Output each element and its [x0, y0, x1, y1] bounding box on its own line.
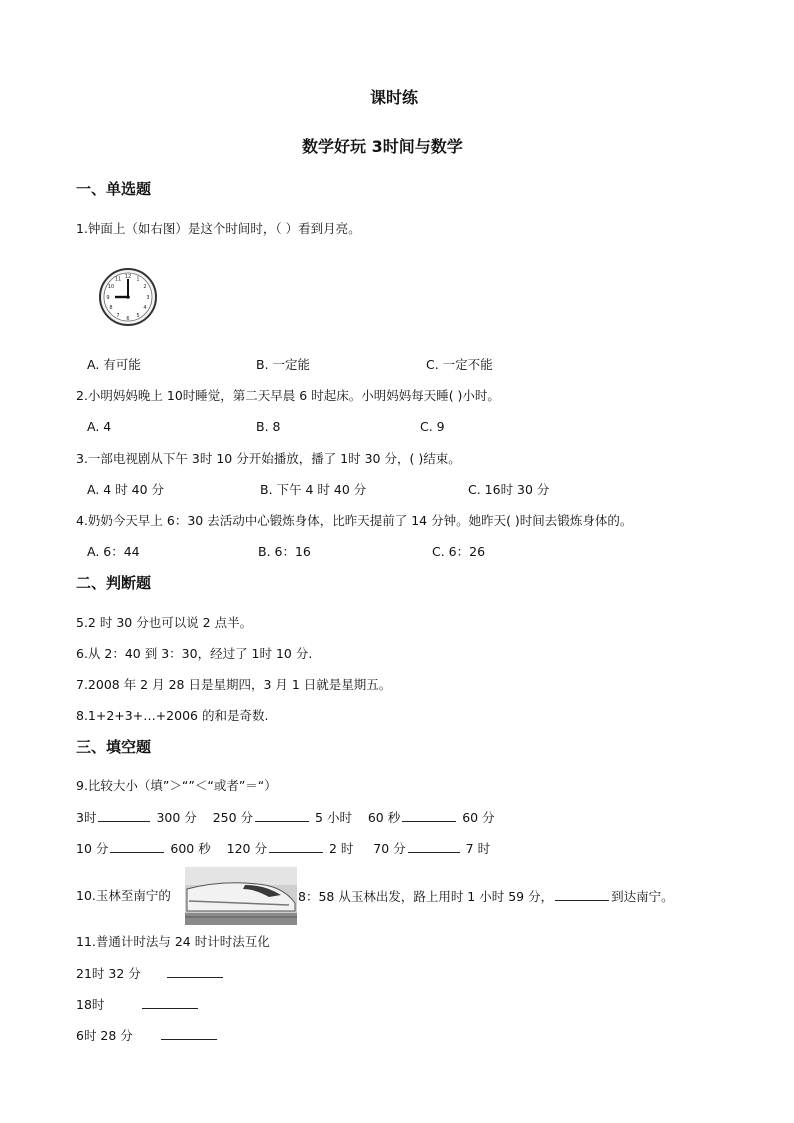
question-11: 11.普通计时法与 24 时计时法互化	[76, 934, 270, 949]
compare-item: 300 分	[156, 810, 197, 825]
svg-text:4: 4	[143, 305, 147, 311]
svg-text:5: 5	[136, 313, 140, 319]
compare-row-1	[76, 811, 495, 825]
question-1: 1.钟面上（如右图）是这个时间时，（ ）看到月亮。	[76, 221, 361, 236]
option-3a[interactable]: A. 4 时 40 分	[87, 482, 165, 497]
option-1a[interactable]: A. 有可能	[87, 357, 141, 372]
answer-blank[interactable]	[110, 842, 164, 853]
convert-row-2	[76, 998, 200, 1012]
option-3b[interactable]: B. 下午 4 时 40 分	[260, 482, 367, 497]
svg-text:1: 1	[136, 276, 140, 283]
compare-item: 70 分	[373, 841, 406, 856]
svg-text:7: 7	[116, 313, 120, 319]
question-10-body	[298, 890, 674, 904]
question-9: 9.比较大小（填”＞“”＜“或者”＝“）	[76, 778, 277, 793]
svg-text:10: 10	[107, 284, 115, 290]
option-1c[interactable]: C. 一定不能	[426, 357, 493, 372]
question-2: 2.小明妈妈晚上 10时睡觉，第二天早晨 6 时起床。小明妈妈每天睡( )小时。	[76, 388, 500, 403]
compare-item: 3时	[76, 810, 97, 825]
svg-text:12: 12	[124, 274, 132, 280]
convert-item: 18时	[76, 997, 105, 1012]
section-heading-single-choice: 一、单选题	[76, 180, 152, 198]
answer-blank[interactable]	[142, 998, 198, 1009]
question-8: 8.1+2+3+…+2006 的和是奇数.	[76, 708, 269, 723]
svg-text:6: 6	[126, 316, 130, 322]
option-1b[interactable]: B. 一定能	[256, 357, 311, 372]
answer-blank[interactable]	[98, 811, 150, 822]
compare-item: 10 分	[76, 841, 109, 856]
svg-text:3: 3	[146, 295, 150, 301]
section-heading-true-false: 二、判断题	[76, 574, 152, 592]
clock-icon	[98, 267, 158, 327]
compare-item: 60 秒	[367, 810, 401, 825]
answer-blank[interactable]	[269, 842, 323, 853]
convert-row-1	[76, 967, 225, 981]
convert-item: 21时 32 分	[76, 966, 141, 981]
question-4: 4.奶奶今天早上 6：30 去活动中心锻炼身体，比昨天提前了 14 分钟。她昨天( )时间去锻炼身体的。	[76, 513, 633, 528]
section-heading-fill-in: 三、填空题	[76, 738, 152, 756]
option-2a[interactable]: A. 4	[87, 419, 112, 434]
option-4b[interactable]: B. 6：16	[258, 544, 311, 559]
svg-text:2: 2	[143, 284, 147, 290]
page-title: 课时练	[370, 88, 419, 107]
question-7: 7.2008 年 2 月 28 日是星期四，3 月 1 日就是星期五。	[76, 677, 392, 692]
option-4a[interactable]: A. 6：44	[87, 544, 140, 559]
option-3c[interactable]: C. 16时 30 分	[468, 482, 550, 497]
answer-blank[interactable]	[555, 890, 609, 901]
question-3: 3.一部电视剧从下午 3时 10 分开始播放，播了 1时 30 分，( )结束。	[76, 451, 461, 466]
compare-row-2	[76, 842, 490, 856]
compare-item: 5 小时	[315, 810, 352, 825]
svg-text:9: 9	[106, 295, 110, 301]
option-4c[interactable]: C. 6：26	[432, 544, 486, 559]
answer-blank[interactable]	[255, 811, 309, 822]
compare-item: 2 时	[328, 841, 354, 856]
answer-blank[interactable]	[402, 811, 456, 822]
compare-item: 60 分	[462, 810, 495, 825]
svg-text:11: 11	[114, 276, 122, 283]
question-10-prefix: 10.玉林至南宁的	[76, 888, 171, 903]
answer-blank[interactable]	[167, 967, 223, 978]
option-2c[interactable]: C. 9	[420, 419, 445, 434]
question-10-middle: 8：58 从玉林出发，路上用时 1 小时 59 分，	[298, 889, 554, 904]
question-6: 6.从 2：40 到 3：30，经过了 1时 10 分.	[76, 646, 313, 661]
convert-item: 6时 28 分	[76, 1028, 133, 1043]
option-2b[interactable]: B. 8	[256, 419, 281, 434]
train-image	[185, 867, 297, 925]
compare-item: 600 秒	[170, 841, 211, 856]
compare-item: 250 分	[212, 810, 254, 825]
question-10-suffix: 到达南宁。	[611, 889, 674, 904]
question-5: 5.2 时 30 分也可以说 2 点半。	[76, 615, 253, 630]
answer-blank[interactable]	[161, 1029, 217, 1040]
answer-blank[interactable]	[408, 842, 460, 853]
compare-item: 7 时	[465, 841, 491, 856]
svg-text:8: 8	[109, 305, 113, 311]
page-subtitle: 数学好玩 3时间与数学	[302, 137, 463, 156]
convert-row-3	[76, 1029, 219, 1043]
compare-item: 120 分	[226, 841, 267, 856]
